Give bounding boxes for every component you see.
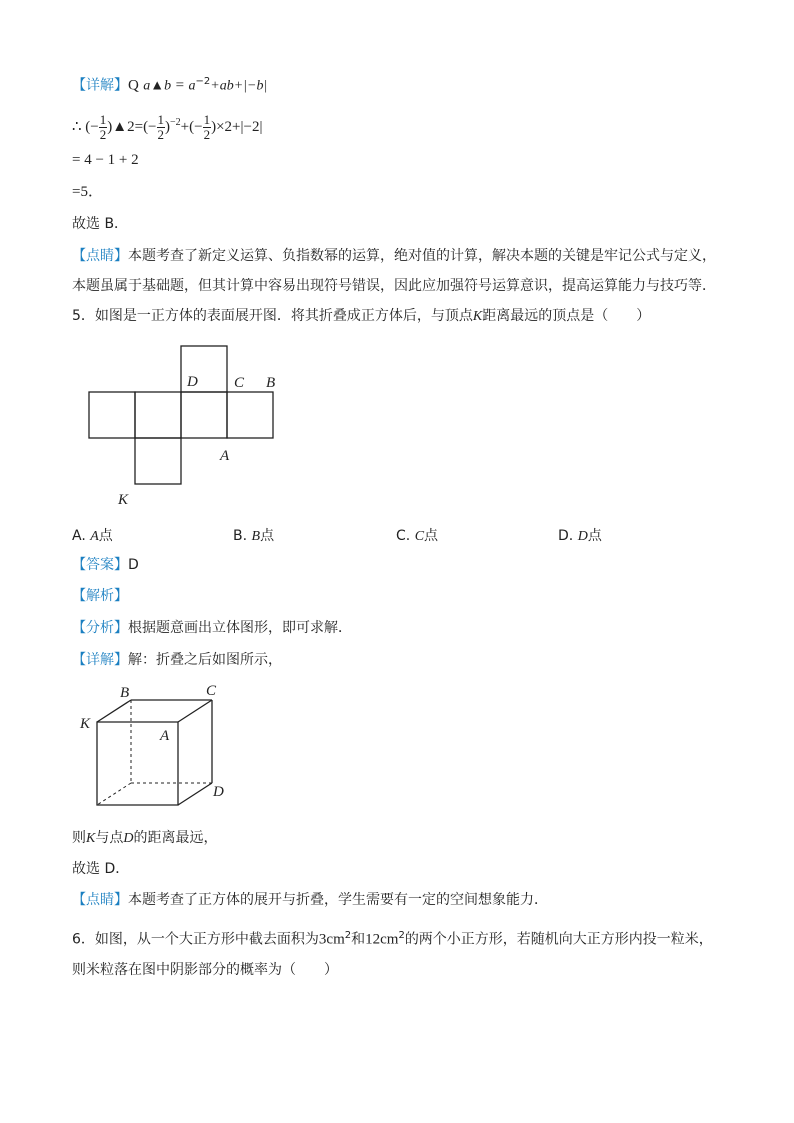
fenxi-line	[72, 618, 352, 638]
net-label-a: A	[220, 448, 230, 464]
choose-b-line: 故选 B．	[72, 216, 129, 232]
detail-formula-line	[72, 72, 267, 97]
choose-d-line: 故选 D．	[72, 861, 130, 877]
fraction-3	[203, 113, 212, 142]
detail-tag-2: 【详解】	[72, 652, 128, 668]
conclusion-line	[72, 828, 217, 849]
q6-area1: 3	[318, 931, 327, 948]
dianjing-text-1: 本题考查了新定义运算、负指数幂的运算，绝对值的计算，解决本题的关键是牢记公式与定义，	[128, 248, 716, 264]
fraction-2	[157, 113, 166, 142]
answer-tag: 【答案】	[72, 557, 128, 573]
option-prefix: B.	[233, 528, 252, 544]
exponent-2: −2	[170, 117, 181, 128]
answer-value: D	[128, 557, 139, 573]
frac-num: 1	[157, 112, 165, 128]
def-exponent: −2	[195, 76, 211, 87]
answer-line	[72, 555, 139, 575]
frac-den: 2	[157, 127, 165, 143]
times-rest: )×2+|−2|	[211, 119, 263, 135]
step-line-3: = 4 − 1 + 2	[72, 152, 139, 168]
net-label-b: B	[266, 375, 276, 391]
concl-a: 则	[72, 830, 86, 846]
detail-text: 解：折叠之后如图所示，	[128, 652, 282, 668]
frac-num: 1	[203, 112, 211, 128]
cube-label-k: K	[80, 716, 91, 732]
close-paren-2: )	[165, 119, 171, 135]
net-label-k: K	[118, 492, 129, 508]
dianjing-line-1	[72, 246, 716, 266]
option-d[interactable]	[558, 525, 602, 545]
open-paren-1: (−	[85, 119, 99, 135]
net-label-d: D	[187, 374, 198, 390]
concl-d: D	[123, 831, 134, 846]
frac-den: 2	[203, 127, 211, 143]
dianjing-tag: 【点睛】	[72, 248, 128, 264]
net-square-bottom	[135, 438, 181, 484]
concl-k: K	[86, 831, 96, 846]
q6-text-a: 6．如图，从一个大正方形中截去面积为	[72, 931, 319, 948]
cube-top-left-edge	[97, 700, 131, 722]
fenxi-tag: 【分析】	[72, 620, 128, 636]
therefore-sign: ∴	[72, 119, 82, 135]
question-6-stem-1	[72, 926, 713, 950]
option-prefix: C.	[396, 528, 415, 544]
net-square-1	[89, 392, 135, 438]
q6-unit1: cm	[326, 931, 345, 948]
plus-open: +(−	[180, 119, 203, 135]
cube-label-d: D	[213, 784, 224, 800]
dianjing-q5-tag: 【点睛】	[72, 892, 128, 908]
concl-c: 的距离最远，	[133, 830, 218, 846]
cube-label-a: A	[160, 728, 170, 744]
option-suffix: 点	[260, 528, 275, 544]
q6-sq2: 2	[398, 930, 405, 941]
fraction-1	[99, 113, 108, 142]
frac-num: 1	[99, 112, 107, 128]
fenxi-text: 根据题意画出立体图形，即可求解．	[128, 620, 352, 636]
dianjing-line-2: 本题虽属于基础题，但其计算中容易出现符号错误，因此应加强符号运算意识，提高运算能力与技巧等．	[72, 278, 716, 294]
question-5-stem	[72, 306, 650, 327]
cube-bottom-right-edge	[178, 783, 212, 805]
dianjing-q5-text: 本题考查了正方体的展开与折叠，学生需要有一定的空间想象能力．	[128, 892, 548, 908]
cube-net-figure	[80, 338, 300, 518]
option-b[interactable]	[233, 525, 274, 545]
net-square-3	[181, 392, 227, 438]
detail-line	[72, 650, 282, 670]
option-suffix: 点	[587, 528, 602, 544]
q5-text-a: 5．如图是一正方体的表面展开图．将其折叠成正方体后，与顶点	[72, 308, 473, 324]
analysis-tag: 【解析】	[72, 588, 128, 604]
cube-top-right-edge	[178, 700, 212, 722]
net-label-c: C	[234, 375, 245, 391]
definition-lhs: a▲b	[143, 78, 172, 94]
option-letter: D	[577, 529, 588, 544]
option-prefix: A.	[72, 528, 91, 544]
def-rest: +ab+|−b|	[210, 78, 268, 94]
q6-sq1: 2	[344, 930, 352, 941]
option-letter: C	[414, 529, 425, 544]
detail-tag: 【详解】	[72, 77, 128, 94]
option-a[interactable]	[72, 525, 113, 545]
option-letter: A	[90, 529, 99, 544]
dianjing-q5-line	[72, 890, 548, 910]
option-suffix: 点	[424, 528, 439, 544]
because-glyph: Q	[128, 77, 139, 94]
equals-sign: =	[175, 77, 185, 94]
net-square-4	[227, 392, 273, 438]
substitution-line	[72, 108, 262, 142]
net-square-2	[135, 392, 181, 438]
q6-area2: 12	[365, 931, 381, 948]
option-c[interactable]	[396, 525, 438, 545]
cube-hidden-bottom-left	[97, 783, 131, 805]
cube-figure	[74, 682, 244, 812]
cube-label-c: C	[206, 683, 217, 699]
option-letter: B	[251, 529, 261, 544]
frac-den: 2	[99, 127, 107, 143]
def-base-a: a	[188, 78, 196, 94]
q5-text-b: 距离最远的顶点是（ ）	[482, 308, 651, 324]
q5-vertex-k: K	[472, 309, 483, 324]
option-suffix: 点	[98, 528, 113, 544]
q6-unit2: cm	[380, 931, 399, 948]
q6-text-b: 的两个小正方形，若随机向大正方形内投一粒米，	[404, 931, 713, 948]
q6-he: 和	[351, 931, 366, 948]
option-prefix: D.	[558, 528, 578, 544]
cube-label-b: B	[120, 685, 130, 701]
step-line-4: =5．	[72, 184, 103, 200]
tri-two-text: )▲2=(−	[107, 119, 157, 135]
concl-b: 与点	[95, 830, 124, 846]
question-6-stem-2: 则米粒落在图中阴影部分的概率为（ ）	[72, 962, 338, 978]
